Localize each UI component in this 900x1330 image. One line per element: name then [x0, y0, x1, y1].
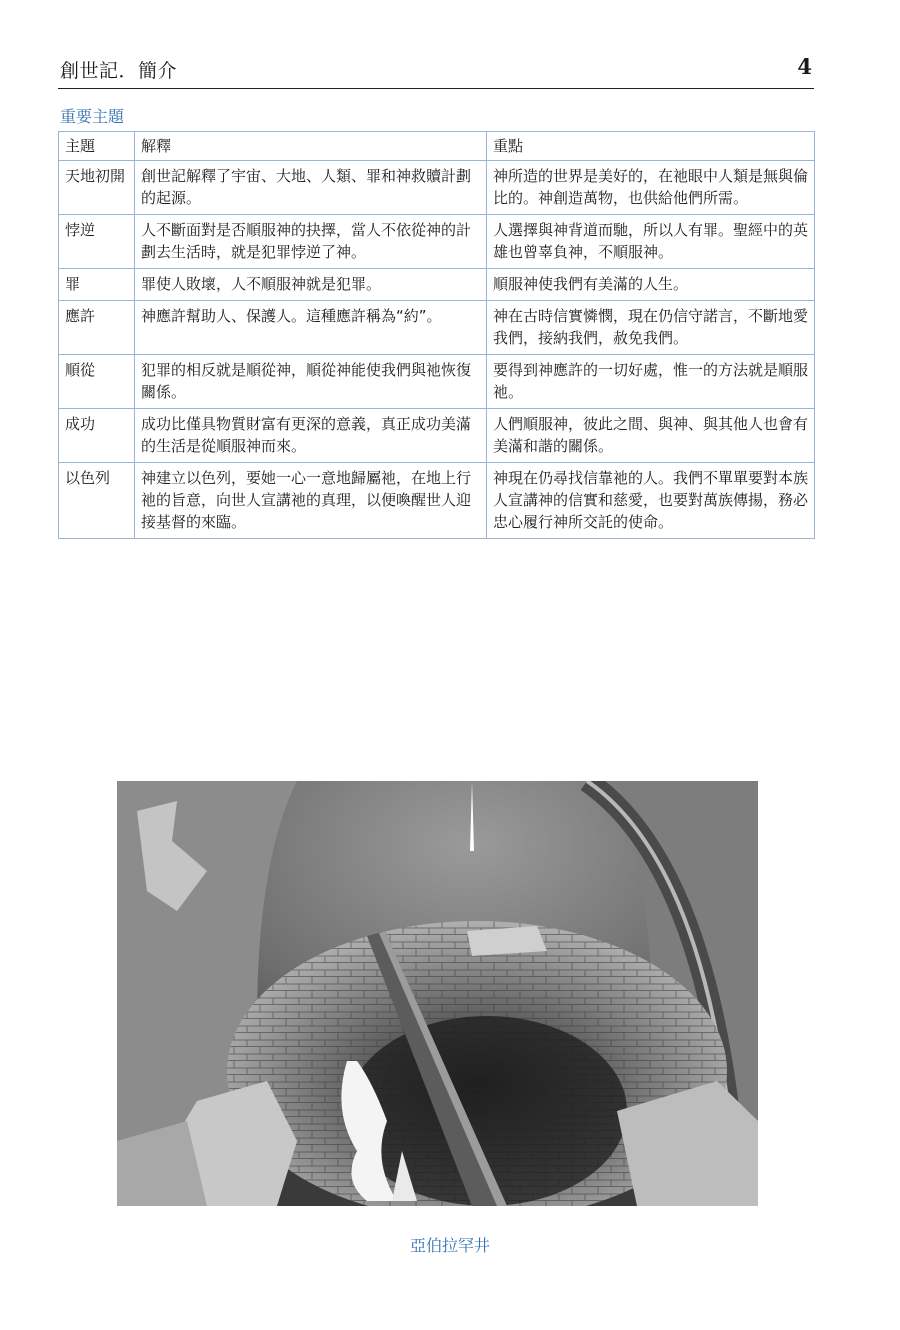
explanation-cell: 神建立以色列，要她一心一意地歸屬祂，在地上行祂的旨意，向世人宣講祂的真理，以便喚醒世人迎接基督的來臨。 [135, 463, 487, 539]
point-cell: 要得到神應許的一切好處，惟一的方法就是順服祂。 [487, 355, 815, 409]
table-row [59, 409, 815, 463]
photo-caption: 亞伯拉罕井 [409, 1236, 490, 1255]
well-photo [117, 781, 758, 1206]
point-cell: 神現在仍尋找信靠祂的人。我們不單單要對本族人宣講神的信實和慈愛，也要對萬族傳揚，務必忠心履行神所交託的使命。 [487, 463, 815, 539]
explanation-cell: 創世記解釋了宇宙、大地、人類、罪和神救贖計劃的起源。 [135, 161, 487, 215]
explanation-cell: 神應許幫助人、保護人。這種應許稱為“約”。 [135, 301, 487, 355]
topic-cell: 天地初開 [59, 161, 135, 215]
topic-cell: 罪 [59, 269, 135, 301]
table-row [59, 269, 815, 301]
topic-cell: 以色列 [59, 463, 135, 539]
point-cell: 順服神使我們有美滿的人生。 [487, 269, 815, 301]
column-header-topic: 主題 [59, 132, 135, 161]
explanation-cell: 成功比僅具物質財富有更深的意義，真正成功美滿的生活是從順服神而來。 [135, 409, 487, 463]
table-row [59, 215, 815, 269]
page-number: 4 [797, 54, 812, 79]
table-row [59, 161, 815, 215]
topic-cell: 應許 [59, 301, 135, 355]
topic-cell: 悖逆 [59, 215, 135, 269]
point-cell: 神在古時信實憐憫，現在仍信守諾言，不斷地愛我們，接納我們，赦免我們。 [487, 301, 815, 355]
point-cell: 人選擇與神背道而馳，所以人有罪。聖經中的英雄也曾辜負神，不順服神。 [487, 215, 815, 269]
explanation-cell: 罪使人敗壞，人不順服神就是犯罪。 [135, 269, 487, 301]
table-row [59, 463, 815, 539]
explanation-cell: 人不斷面對是否順服神的抉擇，當人不依從神的計劃去生活時，就是犯罪悖逆了神。 [135, 215, 487, 269]
point-cell: 人們順服神，彼此之間、與神、與其他人也會有美滿和諧的關係。 [487, 409, 815, 463]
column-header-explanation: 解釋 [135, 132, 487, 161]
table-row [59, 355, 815, 409]
topic-cell: 成功 [59, 409, 135, 463]
column-header-point: 重點 [487, 132, 815, 161]
book-title: 創世記．簡介 [60, 60, 178, 82]
well-illustration [117, 781, 758, 1206]
table-header-row [59, 132, 815, 161]
section-title: 重要主題 [60, 107, 125, 126]
page-header [58, 54, 814, 89]
point-cell: 神所造的世界是美好的，在祂眼中人類是無與倫比的。神創造萬物，也供給他們所需。 [487, 161, 815, 215]
table-row [59, 301, 815, 355]
themes-table [58, 131, 815, 539]
topic-cell: 順從 [59, 355, 135, 409]
explanation-cell: 犯罪的相反就是順從神，順從神能使我們與祂恢復關係。 [135, 355, 487, 409]
